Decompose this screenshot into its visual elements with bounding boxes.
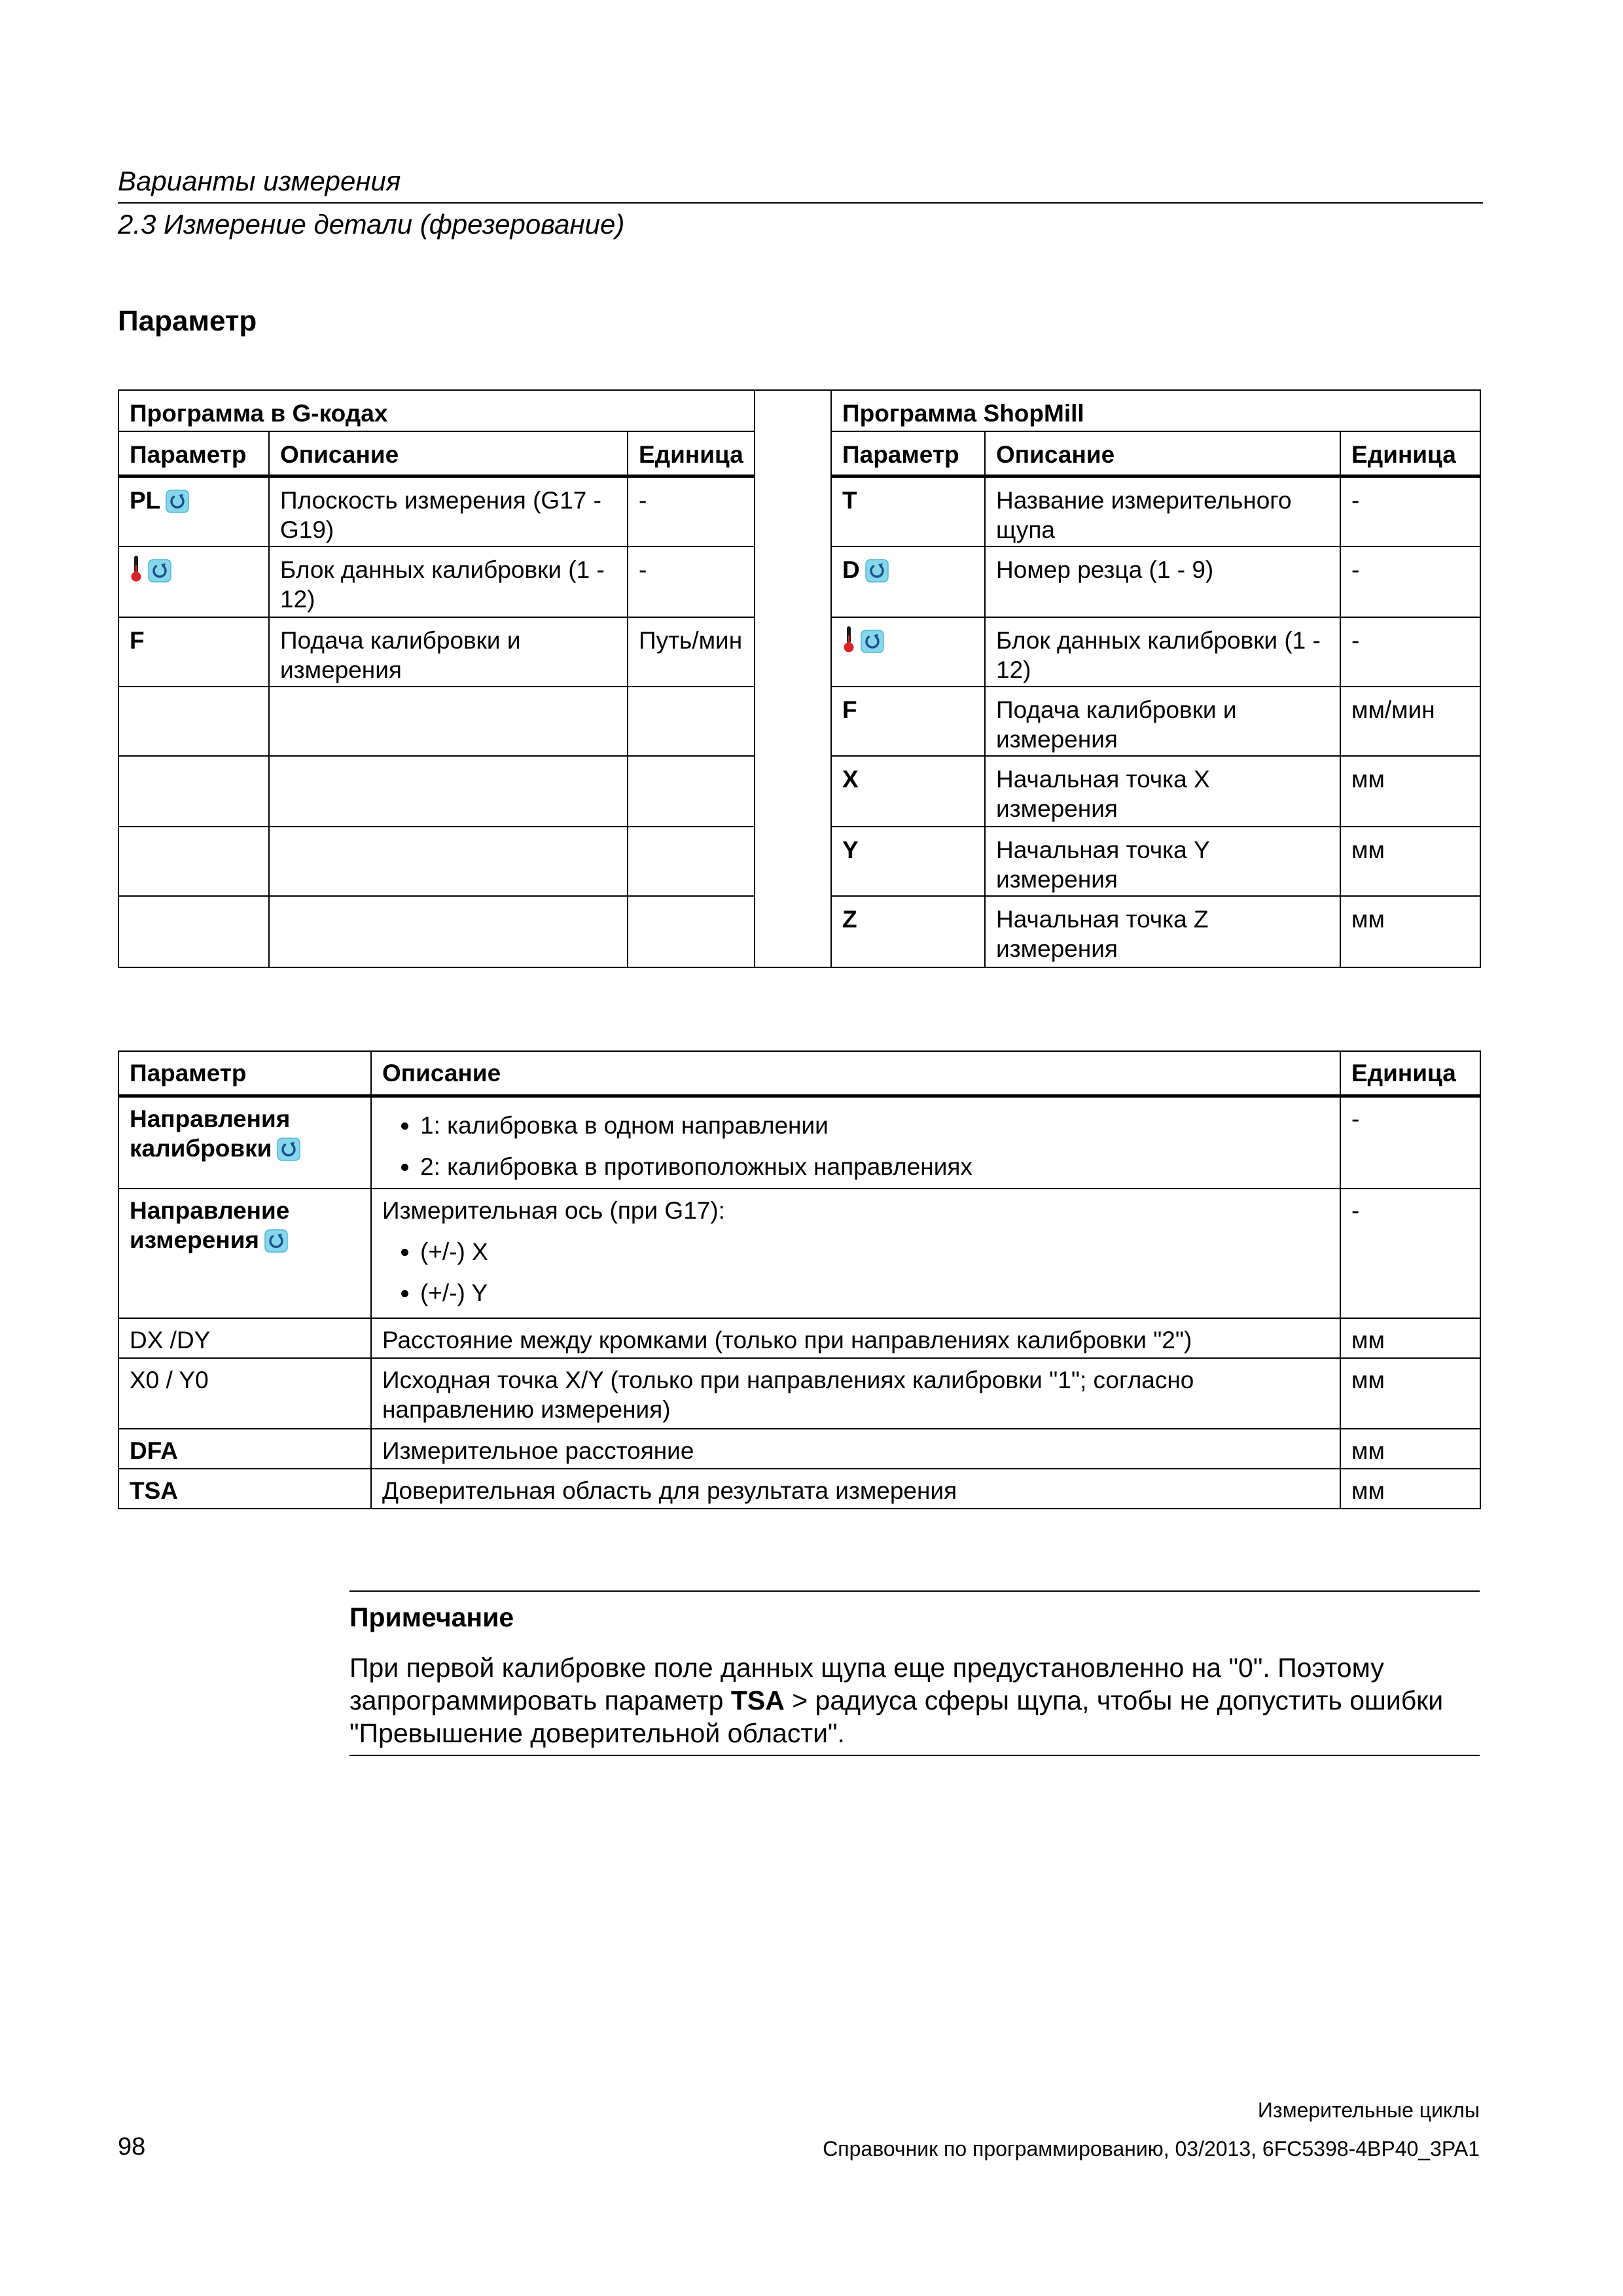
empty-cell [269,756,628,827]
description-cell: Расстояние между кромками (только при направлениях калибровки "2") [371,1318,1340,1358]
description-cell: Начальная точка Y измерения [985,827,1340,896]
bullet-list [382,1237,1329,1308]
description-cell: Блок данных калибровки (1 - 12) [985,617,1340,687]
param-code: X [842,766,859,793]
table-row [118,1096,1480,1189]
description-cell [371,1189,1340,1318]
footer-reference: Справочник по программированию, 03/2013, 6FC5398-4BP40_3PA1 [823,2137,1480,2161]
param-cell [831,896,985,967]
unit-cell: мм [1340,827,1480,896]
param-code: F [842,696,857,723]
toggle-icon [148,559,171,583]
page-number: 98 [118,2133,146,2161]
description-cell [371,1096,1340,1189]
list-item: • (+/-) X [420,1237,1329,1266]
description-cell: Начальная точка Z измерения [985,896,1340,967]
param-cell [831,617,985,687]
empty-cell [118,827,269,896]
unit-cell: - [1340,1096,1480,1189]
param-cell [118,476,269,547]
unit-cell: - [628,547,755,617]
table-row [118,1429,1480,1469]
empty-cell [269,687,628,756]
unit-cell: мм [1340,756,1480,827]
section-title: 2.3 Измерение детали (фрезерование) [118,209,625,240]
description-cell: Измерительное расстояние [371,1429,1340,1469]
list-item: • 1: калибровка в одном направлении [420,1111,1329,1140]
parameter-table-gcode-shopmill [118,389,1481,968]
unit-cell: мм [1340,1469,1480,1509]
description-cell: Начальная точка X измерения [985,756,1340,827]
unit-cell: - [1340,547,1480,617]
empty-cell [118,756,269,827]
column-header-unit: Единица [1340,431,1480,476]
note-text-part: При первой калибровке поле данных щупа еще предустановленно на "0". Поэтому запрограммировать параметр [349,1653,1384,1715]
note-text-part: > радиуса сферы щупа, чтобы не допустить ошибки "Превышение доверительной области". [349,1685,1444,1748]
param-code: Z [842,906,857,933]
description-cell: Название измерительного щупа [985,476,1340,547]
table-header-row [118,1051,1480,1096]
param-name: Направление измерения [130,1197,290,1253]
param-cell [831,827,985,896]
param-code: T [842,486,857,514]
empty-cell [628,687,755,756]
unit-cell: мм [1340,1429,1480,1469]
empty-cell [628,896,755,967]
column-header-description: Описание [269,431,628,476]
param-cell [118,1189,371,1318]
empty-cell [628,827,755,896]
toggle-icon [166,490,189,513]
chapter-title: Варианты измерения [118,166,401,196]
column-header-unit: Единица [628,431,755,476]
gcode-program-title: Программа в G-кодах [118,390,755,431]
unit-cell: мм/мин [1340,687,1480,756]
description-cell: Исходная точка X/Y (только при направлениях калибровки "1"; согласно направлению измерения) [371,1358,1340,1429]
param-cell: TSA [118,1469,371,1509]
page-heading: Параметр [118,305,257,337]
description-cell: Доверительная область для результата измерения [371,1469,1340,1509]
unit-cell: Путь/мин [628,617,755,687]
param-cell: DX /DY [118,1318,371,1358]
note-top-rule [349,1590,1480,1592]
column-header-param: Параметр [118,431,269,476]
header-divider [118,202,1483,204]
toggle-icon [861,630,884,653]
empty-cell [118,896,269,967]
note-title: Примечание [349,1602,514,1632]
param-code: PL [130,486,161,514]
toggle-icon [277,1138,300,1161]
table-row [118,1189,1480,1318]
param-cell: DFA [118,1429,371,1469]
unit-cell: мм [1340,896,1480,967]
column-header-param: Параметр [118,1051,371,1096]
calibration-data-icon [130,555,143,583]
description-cell: Подача калибровки и измерения [985,687,1340,756]
unit-cell: - [628,476,755,547]
note-text [349,1651,1480,1749]
description-cell: Плоскость измерения (G17 - G19) [269,476,628,547]
table-row [118,1318,1480,1358]
empty-cell [269,827,628,896]
param-cell [118,617,269,687]
param-cell [118,547,269,617]
param-name: Направления калибровки [130,1105,291,1162]
column-gap [755,390,831,967]
note-parameter-name: TSA [730,1685,785,1715]
unit-cell: - [1340,617,1480,687]
empty-cell [628,756,755,827]
column-header-param: Параметр [831,431,985,476]
param-cell [831,547,985,617]
column-header-description: Описание [985,431,1340,476]
unit-cell: мм [1340,1358,1480,1429]
param-cell [831,756,985,827]
param-cell [831,476,985,547]
empty-cell [118,687,269,756]
param-cell [118,1096,371,1189]
unit-cell: - [1340,476,1480,547]
calibration-data-icon [842,626,855,653]
description-cell: Подача калибровки и измерения [269,617,628,687]
description-cell: Блок данных калибровки (1 - 12) [269,547,628,617]
column-header-description: Описание [371,1051,1340,1096]
toggle-icon [865,559,889,583]
param-cell [831,687,985,756]
unit-cell: - [1340,1189,1480,1318]
table-row [118,1469,1480,1509]
table-title-row [118,390,1480,431]
unit-cell: мм [1340,1318,1480,1358]
list-item: • (+/-) Y [420,1278,1329,1308]
param-code: D [842,556,860,583]
empty-cell [269,896,628,967]
column-header-unit: Единица [1340,1051,1480,1096]
parameter-table-common [118,1050,1481,1509]
param-cell: X0 / Y0 [118,1358,371,1429]
param-code: Y [842,836,859,863]
bullet-list [382,1111,1329,1181]
description-cell: Номер резца (1 - 9) [985,547,1340,617]
toggle-icon [264,1229,288,1253]
footer-book-title: Измерительные циклы [1257,2098,1480,2122]
table-row [118,1358,1480,1429]
note-bottom-rule [349,1755,1480,1756]
list-item: • 2: калибровка в противоположных направлениях [420,1152,1329,1181]
description-text: Измерительная ось (при G17): [382,1197,725,1224]
param-code: F [130,627,145,654]
shopmill-program-title: Программа ShopMill [831,390,1480,431]
